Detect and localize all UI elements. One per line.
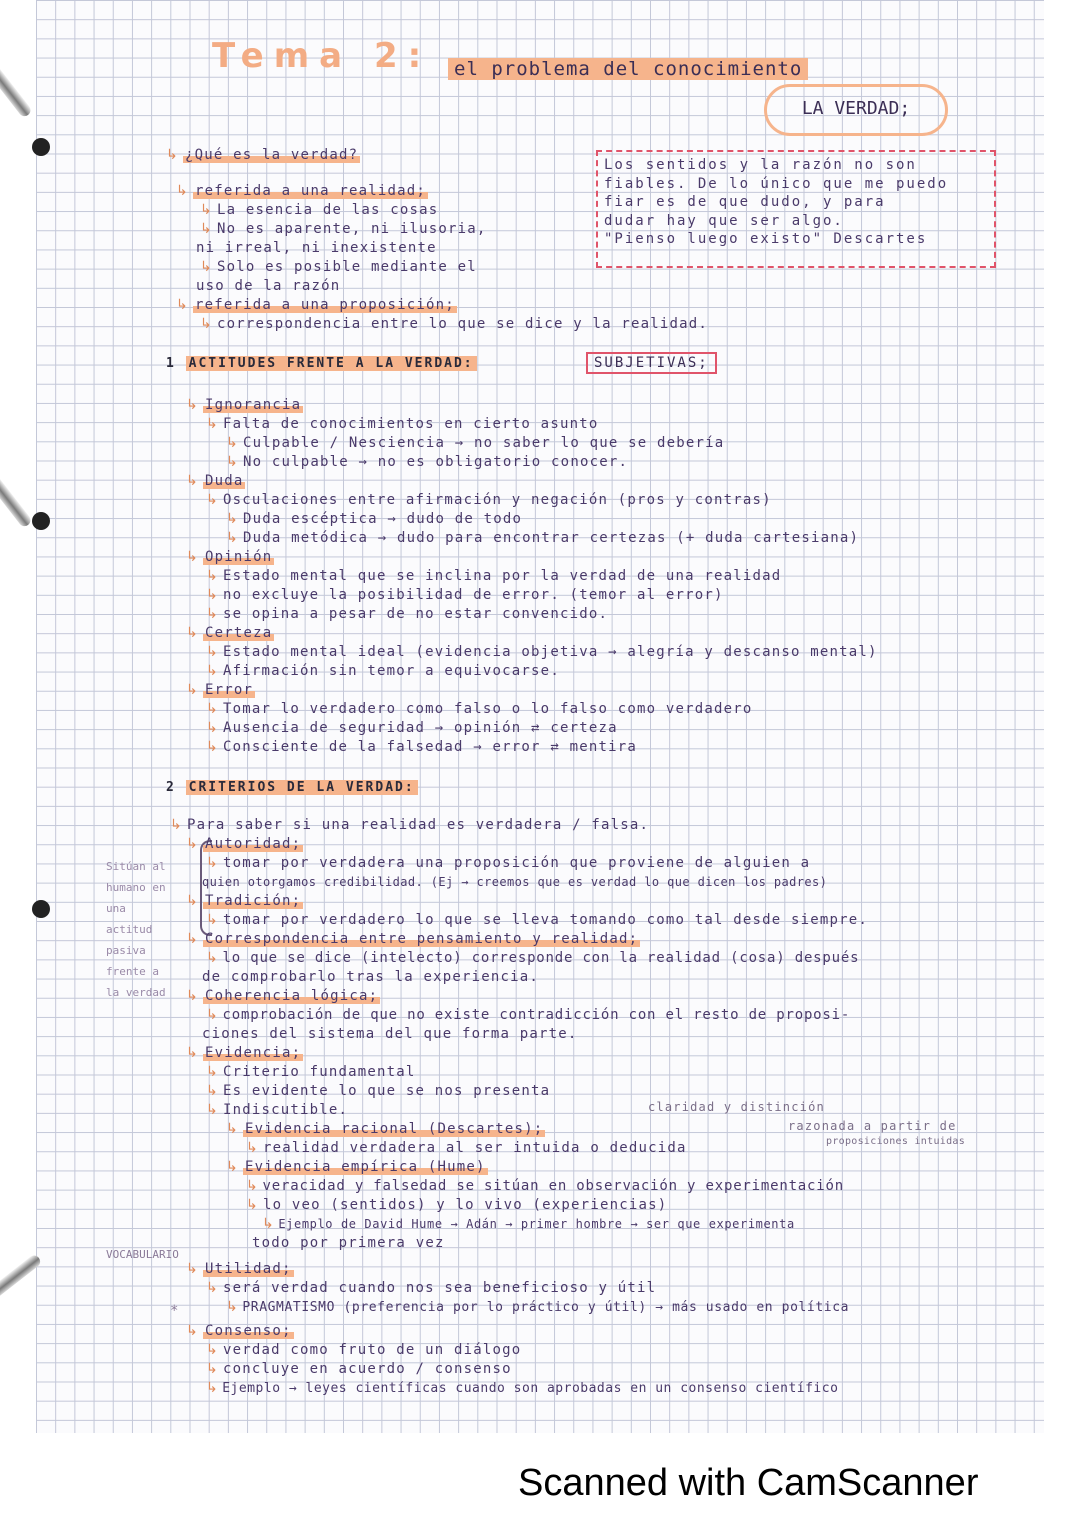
s2-line: ↳ realidad verdadera al ser intuida o deducida bbox=[246, 1140, 687, 1156]
arrow-icon: ↳ bbox=[200, 259, 213, 275]
arrow-icon: ↳ bbox=[246, 1140, 259, 1156]
arrow-icon: ↳ bbox=[186, 1045, 199, 1061]
s2-line: ↳ comprobación de que no existe contradicción con el resto de proposi- bbox=[206, 1007, 851, 1023]
intro-question: ¿Qué es la verdad? bbox=[184, 147, 359, 163]
arrow-icon: ↳ bbox=[226, 511, 239, 527]
s2-line: ↳ Indiscutible. bbox=[206, 1102, 349, 1118]
s2-line: ↳ Coherencia lógica; bbox=[186, 988, 379, 1004]
s1-line: ↳ Ausencia de seguridad → opinión ⇄ certeza bbox=[206, 720, 618, 736]
arrow-icon: ↳ bbox=[206, 663, 219, 679]
s2-line: ↳ Consenso; bbox=[186, 1323, 292, 1339]
binder-hole bbox=[32, 900, 50, 918]
arrow-icon: ↳ bbox=[186, 549, 199, 565]
arrow-icon: ↳ bbox=[200, 316, 213, 332]
s1-line: ↳ Estado mental ideal (evidencia objetiva → alegría y descanso mental) bbox=[206, 644, 878, 660]
intro-line: ↳ referida a una realidad; bbox=[176, 183, 427, 199]
intro-line: uso de la razón bbox=[196, 278, 341, 294]
arrow-icon: ↳ bbox=[206, 1007, 219, 1023]
s1-line: ↳ Afirmación sin temor a equivocarse. bbox=[206, 663, 560, 679]
arrow-icon: ↳ bbox=[186, 625, 199, 641]
arrow-icon: ↳ bbox=[206, 1064, 219, 1080]
arrow-icon: ↳ bbox=[206, 587, 219, 603]
scanner-watermark: Scanned with CamScanner bbox=[518, 1462, 979, 1504]
arrow-icon: ↳ bbox=[206, 912, 219, 928]
s1-line: ↳ Duda metódica → dudo para encontrar certezas (+ duda cartesiana) bbox=[226, 530, 860, 546]
binder-hole bbox=[32, 512, 50, 530]
s2-line: ↳ Autoridad; bbox=[186, 836, 302, 852]
arrow-icon: ↳ bbox=[176, 183, 189, 199]
star-icon: * bbox=[170, 1303, 180, 1319]
arrow-icon: ↳ bbox=[206, 492, 219, 508]
s2-line: ↳ Evidencia empírica (Hume) bbox=[226, 1159, 486, 1175]
s1-line: ↳ Duda bbox=[186, 473, 244, 489]
arrow-icon: ↳ bbox=[176, 297, 189, 313]
section2-title: CRITERIOS DE LA VERDAD: bbox=[186, 780, 418, 795]
section1-heading bbox=[166, 356, 477, 371]
arrow-icon: ↳ bbox=[206, 1083, 219, 1099]
arrow-icon: ↳ bbox=[206, 855, 219, 871]
s1-line: ↳ Certeza bbox=[186, 625, 273, 641]
arrow-icon: ↳ bbox=[186, 988, 199, 1004]
intro-line: ↳ La esencia de las cosas bbox=[200, 202, 439, 218]
s1-line: ↳ Opinión bbox=[186, 549, 273, 565]
s2-line: ↳ tomar por verdadero lo que se lleva tomando como tal desde siempre. bbox=[206, 912, 869, 928]
arrow-icon: ↳ bbox=[246, 1197, 259, 1213]
intro-line: ↳ No es aparente, ni ilusoria, bbox=[200, 221, 487, 237]
s1-line: ↳ Osculaciones entre afirmación y negación (pros y contras) bbox=[206, 492, 772, 508]
s2-line: ↳ Ejemplo → leyes científicas cuando son aprobadas en un consenso científico bbox=[206, 1380, 839, 1396]
arrow-icon: ↳ bbox=[200, 221, 213, 237]
s1-line: ↳ Culpable / Nesciencia → no saber lo que se debería bbox=[226, 435, 725, 451]
arrow-icon: ↳ bbox=[186, 682, 199, 698]
s2-line: ↳ Es evidente lo que se nos presenta bbox=[206, 1083, 551, 1099]
s2-line: todo por primera vez bbox=[252, 1235, 445, 1251]
arrow-icon: ↳ bbox=[186, 893, 199, 909]
arrow-icon: ↳ bbox=[186, 473, 199, 489]
arrow-icon: ↳ bbox=[206, 1280, 219, 1296]
arrow-icon: ↳ bbox=[246, 1178, 259, 1194]
binder-ring-icon bbox=[0, 62, 33, 118]
arrow-icon: ↳ bbox=[206, 1102, 219, 1118]
s1-line: ↳ Falta de conocimientos en cierto asunto bbox=[206, 416, 599, 432]
binder-hole bbox=[32, 138, 50, 156]
s2-line: ↳ será verdad cuando nos sea beneficioso y útil bbox=[206, 1280, 657, 1296]
arrow-icon: ↳ bbox=[206, 644, 219, 660]
arrow-icon: ↳ bbox=[186, 397, 199, 413]
s2-line: ↳ Utilidad; bbox=[186, 1261, 292, 1277]
arrow-icon: ↳ bbox=[226, 454, 239, 470]
s2-line: ↳ concluye en acuerdo / consenso bbox=[206, 1361, 512, 1377]
title: Tema 2: bbox=[212, 36, 432, 76]
arrow-icon: ↳ bbox=[206, 568, 219, 584]
descartes-quote-box bbox=[596, 150, 996, 268]
arrow-icon: ↳ bbox=[186, 836, 199, 852]
arrow-icon: ↳ bbox=[226, 1121, 239, 1137]
s2-line: ↳ Ejemplo de David Hume → Adán → primer hombre → ser que experimenta bbox=[262, 1216, 795, 1232]
arrow-icon: ↳ bbox=[226, 1299, 239, 1315]
notebook-page bbox=[36, 0, 1044, 1433]
s1-line: ↳ Ignorancia bbox=[186, 397, 302, 413]
arrow-icon: ↳ bbox=[206, 701, 219, 717]
s1-line: ↳ Tomar lo verdadero como falso o lo falso como verdadero bbox=[206, 701, 753, 717]
arrow-icon: ↳ bbox=[200, 202, 213, 218]
arrow-icon: ↳ bbox=[186, 1261, 199, 1277]
arrow-icon: ↳ bbox=[186, 1323, 199, 1339]
s1-line: ↳ No culpable → no es obligatorio conocer. bbox=[226, 454, 629, 470]
verdad-badge: LA VERDAD; bbox=[764, 84, 948, 136]
s2-line: ↳ Tradición; bbox=[186, 893, 302, 909]
quote-line: Los sentidos y la razón no son bbox=[604, 157, 917, 173]
arrow-icon: ↳ bbox=[206, 606, 219, 622]
binder-ring-icon bbox=[0, 472, 33, 528]
s2-note: proposiciones intuidas bbox=[826, 1136, 966, 1147]
arrow-icon: ↳ bbox=[206, 416, 219, 432]
s2-line: quien otorgamos credibilidad. (Ej → creemos que es verdad lo que dicen los padres) bbox=[202, 875, 828, 889]
s2-line: ↳ PRAGMATISMO (preferencia por lo práctico y útil) → más usado en política bbox=[226, 1299, 850, 1315]
arrow-icon: ↳ bbox=[206, 950, 219, 966]
quote-line: fiables. De lo único que me puedo bbox=[604, 175, 949, 192]
s1-line: ↳ Error bbox=[186, 682, 254, 698]
s2-line: ciones del sistema del que forma parte. bbox=[202, 1026, 578, 1042]
s2-line: ↳ tomar por verdadera una proposición que proviene de alguien a bbox=[206, 855, 811, 871]
arrow-icon: ↳ bbox=[170, 817, 183, 833]
section1-number: 1 bbox=[166, 356, 176, 371]
intro-question-row bbox=[166, 146, 360, 164]
intro-line: ↳ referida a una proposición; bbox=[176, 297, 455, 313]
s2-line: ↳ Correspondencia entre pensamiento y realidad; bbox=[186, 931, 639, 947]
arrow-icon: ↳ bbox=[226, 530, 239, 546]
arrow-icon: ↳ bbox=[186, 931, 199, 947]
intro-line: ↳ Solo es posible mediante el bbox=[200, 259, 477, 275]
subjetivas-badge: SUBJETIVAS; bbox=[586, 352, 717, 374]
margin-note: Sitúan al humano en una actitud pasiva frente a la verdad bbox=[106, 860, 166, 999]
s1-line: ↳ se opina a pesar de no estar convencido. bbox=[206, 606, 609, 622]
subtitle: el problema del conocimiento bbox=[448, 58, 808, 80]
arrow-icon: ↳ bbox=[206, 1342, 219, 1358]
s2-line: ↳ veracidad y falsedad se sitúan en observación y experimentación bbox=[246, 1178, 844, 1194]
vocabulary-note: VOCABULARIO bbox=[106, 1248, 179, 1261]
s1-line: ↳ Consciente de la falsedad → error ⇄ mentira bbox=[206, 739, 637, 755]
intro-line: ni irreal, ni inexistente bbox=[196, 240, 437, 256]
s1-line: ↳ no excluye la posibilidad de error. (temor al error) bbox=[206, 587, 724, 603]
s1-line: ↳ Duda escéptica → dudo de todo bbox=[226, 511, 523, 527]
section1-title: ACTITUDES FRENTE A LA VERDAD: bbox=[186, 356, 477, 371]
s2-line: ↳ Evidencia; bbox=[186, 1045, 302, 1061]
arrow-icon: ↳ bbox=[206, 1380, 219, 1396]
s2-line: de comprobarlo tras la experiencia. bbox=[202, 969, 540, 985]
s2-line: ↳ lo que se dice (intelecto) corresponde con la realidad (cosa) después bbox=[206, 950, 860, 966]
section2-number: 2 bbox=[166, 780, 176, 795]
section2-heading bbox=[166, 780, 418, 795]
s2-note: claridad y distinción bbox=[648, 1100, 825, 1114]
arrow-icon: ↳ bbox=[226, 435, 239, 451]
arrow-icon: ↳ bbox=[166, 147, 179, 163]
quote-line: dudar hay que ser algo. bbox=[604, 212, 844, 229]
s2-note: razonada a partir de bbox=[788, 1119, 957, 1133]
s1-line: ↳ Estado mental que se inclina por la verdad de una realidad bbox=[206, 568, 782, 584]
quote-line: fiar es de que dudo, y para bbox=[604, 194, 886, 210]
s2-line: ↳ Criterio fundamental bbox=[206, 1064, 416, 1080]
arrow-icon: ↳ bbox=[206, 720, 219, 736]
s2-line: ↳ Evidencia racional (Descartes); bbox=[226, 1121, 544, 1137]
arrow-icon: ↳ bbox=[206, 739, 219, 755]
arrow-icon: ↳ bbox=[226, 1159, 239, 1175]
intro-line: ↳ correspondencia entre lo que se dice y la realidad. bbox=[200, 316, 709, 332]
s2-line: ↳ lo veo (sentidos) y lo vivo (experiencias) bbox=[246, 1197, 668, 1213]
quote-line: "Pienso luego existo" Descartes bbox=[604, 231, 928, 247]
s2-line: ↳ verdad como fruto de un diálogo bbox=[206, 1342, 522, 1358]
s2-line: ↳ Para saber si una realidad es verdadera / falsa. bbox=[170, 817, 650, 833]
arrow-icon: ↳ bbox=[206, 1361, 219, 1377]
arrow-icon: ↳ bbox=[262, 1216, 275, 1232]
